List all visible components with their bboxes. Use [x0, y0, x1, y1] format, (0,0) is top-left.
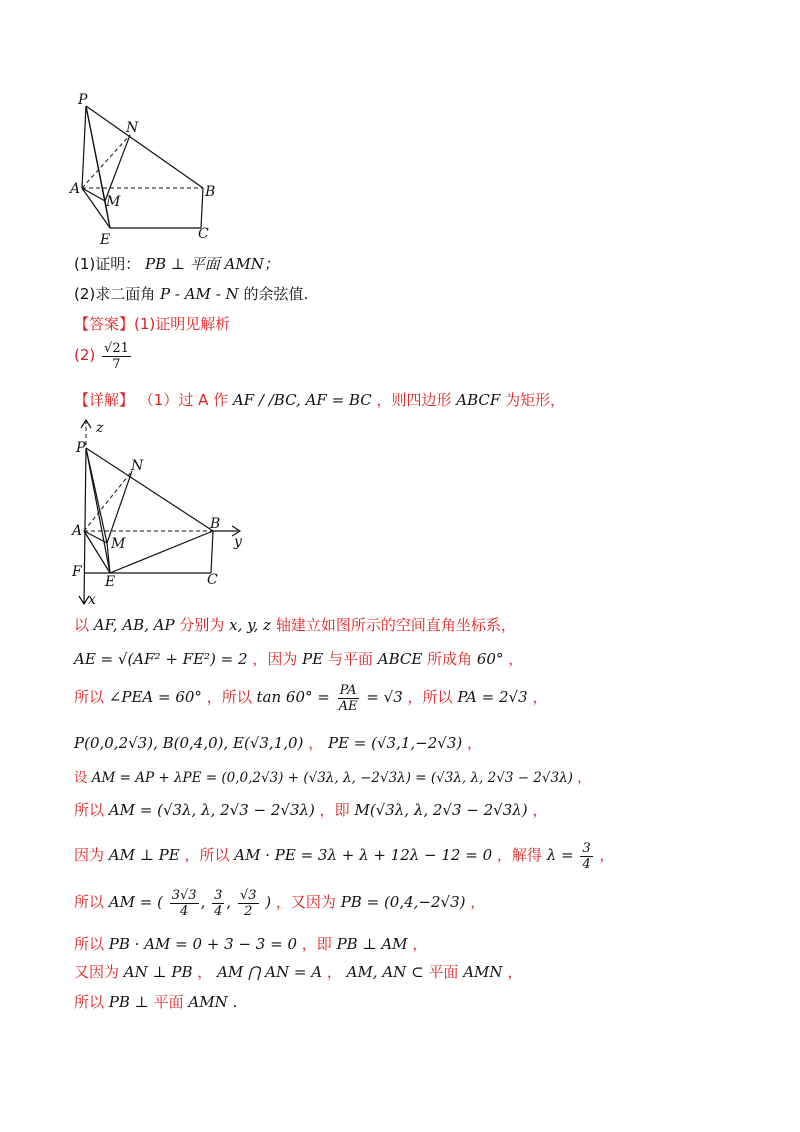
detail-intro-b: ，则四边形: [376, 391, 452, 409]
l3-frac-den: AE: [338, 698, 358, 714]
label-M2: M: [111, 536, 126, 552]
l7-math3: λ =: [546, 846, 574, 864]
label-N: N: [126, 120, 139, 136]
l5-b: ，: [577, 770, 591, 786]
detail-intro-math: AF / /BC, AF = BC: [232, 391, 372, 409]
l1-c: 轴建立如图所示的空间直角坐标系，: [275, 616, 516, 634]
solution-line-4: [74, 733, 482, 753]
solution-line-9: [74, 934, 427, 954]
l7-frac-num: 3: [582, 840, 591, 856]
l7-frac-den: 4: [582, 856, 591, 872]
label-F: F: [72, 564, 82, 580]
l8-f2-den: 4: [214, 903, 223, 919]
question-part1-math: PB ⊥ 平面 AMN；: [145, 255, 279, 273]
l2-math3: ABCE: [377, 650, 423, 668]
l3-math3: PA = 2√3: [457, 688, 528, 706]
l8-f3-num: √3: [239, 887, 257, 903]
answer-part2-prefix: (2): [74, 346, 96, 364]
l4-a: ，: [308, 734, 324, 752]
l10-math2: AM ⋂ AN = A: [217, 963, 323, 981]
l3-math2b: = √3: [366, 688, 403, 706]
detail-label: 【详解】: [74, 391, 135, 409]
l7-a: 因为: [74, 846, 105, 864]
l1-math2: x, y, z: [229, 616, 272, 634]
l10-e: ，: [507, 963, 523, 981]
l11-a: 所以: [74, 993, 105, 1011]
question-part2-math: P - AM - N: [160, 285, 239, 303]
question-part2-prefix: (2)求二面角: [74, 285, 156, 303]
l7-c: ，解得: [496, 846, 542, 864]
l10-c: ，: [326, 963, 342, 981]
l3-a: 所以: [74, 688, 105, 706]
detail-intro-math2: ABCF: [456, 391, 501, 409]
solution-line-11: [74, 992, 237, 1012]
l3-math: ∠PEA = 60°: [108, 688, 202, 706]
l11-math: PB ⊥: [108, 993, 149, 1011]
pyramid-diagram-1: [60, 88, 260, 253]
answer-fraction-denominator: 7: [112, 356, 121, 372]
l2-math: AE = √(AF² + FE²) = 2: [74, 650, 248, 668]
l11-c: .: [232, 993, 238, 1011]
solution-line-6: [74, 800, 547, 820]
question-part1: [74, 254, 279, 274]
l4-math2: PE = (√3,1,−2√3): [328, 734, 463, 752]
label-N2: N: [131, 458, 144, 474]
label-A: A: [70, 181, 81, 197]
l6-math: AM = (√3λ, λ, 2√3 − 2√3λ): [108, 801, 315, 819]
l6-math2: M(√3λ, λ, 2√3 − 2√3λ): [354, 801, 528, 819]
l3-d: ，: [532, 688, 548, 706]
question-part2-suffix: 的余弦值.: [243, 285, 309, 303]
l8-f2-num: 3: [214, 887, 223, 903]
l2-d: ，: [508, 650, 524, 668]
answer-label: 【答案】(1)证明见解析: [74, 315, 231, 333]
label-C2: C: [207, 572, 218, 588]
l8-math-b: ): [265, 893, 272, 911]
detail-intro-c: 为矩形，: [505, 391, 566, 409]
l7-math2: AM · PE = 3λ + λ + 12λ − 12 = 0: [234, 846, 493, 864]
l3-frac-num: PA: [339, 682, 357, 698]
label-B: B: [205, 184, 216, 200]
l10-math4: AMN: [463, 963, 503, 981]
l4-b: ，: [467, 734, 483, 752]
l2-math2: PE: [302, 650, 324, 668]
l8-f1-den: 4: [180, 903, 189, 919]
l2-b: 与平面: [327, 650, 373, 668]
solution-line-8: 所以 AM = ( $\frac{3√3}{4}$ , $\frac{3}{4}$ , $\frac{√3}{2}$ ) ，又因为 PB = (0,4,−2√3) ，: [74, 887, 486, 919]
question-part1-prefix: (1)证明：: [74, 255, 141, 273]
l2-c: 所成角: [427, 650, 473, 668]
solution-line-1: [74, 615, 516, 635]
l8-b: ，又因为: [275, 893, 336, 911]
question-part2: [74, 284, 308, 304]
l2-math4: 60°: [476, 650, 504, 668]
l11-math2: AMN: [188, 993, 228, 1011]
l2-a: ，因为: [252, 650, 298, 668]
label-y: y: [234, 534, 242, 550]
label-z: z: [96, 420, 104, 436]
l8-math2: PB = (0,4,−2√3): [340, 893, 466, 911]
l9-math: PB · AM = 0 + 3 − 3 = 0: [108, 935, 297, 953]
solution-line-3: [74, 680, 547, 714]
label-x: x: [88, 592, 96, 608]
l9-a: 所以: [74, 935, 105, 953]
l5-math: AM = AP + λPE = (0,0,2√3) + (√3λ, λ, −2√3λ) = (√3λ, λ, 2√3 − 2√3λ): [91, 770, 573, 786]
coordinate-diagram-2: [60, 418, 260, 610]
l3-b: ，所以: [206, 688, 252, 706]
l6-b: ，即: [319, 801, 350, 819]
label-P2: P: [76, 440, 86, 456]
label-P: P: [78, 92, 88, 108]
l8-f1-num: 3√3: [171, 887, 197, 903]
l5-a: 设: [74, 770, 88, 786]
label-E2: E: [105, 574, 116, 590]
answer-part2: [74, 338, 133, 372]
pyramid-figure-1: [60, 88, 260, 253]
label-C: C: [198, 226, 209, 242]
l1-a: 以: [74, 616, 90, 634]
l1-math: AF, AB, AP: [93, 616, 175, 634]
solution-line-5: [74, 768, 591, 788]
detail-intro-a: （1）过 A 作: [138, 391, 229, 409]
l3-math2a: tan 60° =: [256, 688, 330, 706]
l10-math3: AM, AN ⊂: [346, 963, 424, 981]
l7-b: ，所以: [184, 846, 230, 864]
l7-math: AM ⊥ PE: [108, 846, 180, 864]
l9-math2: PB ⊥ AM: [336, 935, 408, 953]
answer-fraction-numerator: √21: [104, 340, 129, 356]
l8-a: 所以: [74, 893, 105, 911]
solution-line-7: [74, 838, 614, 872]
l6-c: ，: [532, 801, 548, 819]
label-E: E: [100, 232, 111, 248]
l10-a: 又因为: [74, 963, 120, 981]
l10-math: AN ⊥ PB: [123, 963, 193, 981]
label-A2: A: [72, 523, 83, 539]
l7-d: ，: [599, 846, 615, 864]
l9-b: ，即: [301, 935, 332, 953]
detail-intro: [74, 390, 565, 410]
l8-c: ，: [470, 893, 486, 911]
solution-line-2: [74, 649, 523, 669]
l10-d: 平面: [428, 963, 459, 981]
l11-b: 平面: [153, 993, 184, 1011]
l9-c: ，: [412, 935, 428, 953]
l1-b: 分别为: [179, 616, 225, 634]
coordinate-figure-2: [60, 418, 260, 610]
l8-math-a: AM = (: [108, 893, 163, 911]
l4-math: P(0,0,2√3), B(0,4,0), E(√3,1,0): [74, 734, 304, 752]
l8-f3-den: 2: [244, 903, 253, 919]
l10-b: ，: [197, 963, 213, 981]
l3-c: ，所以: [407, 688, 453, 706]
label-M: M: [106, 194, 121, 210]
label-B2: B: [210, 516, 221, 532]
solution-line-10: [74, 962, 522, 982]
l6-a: 所以: [74, 801, 105, 819]
